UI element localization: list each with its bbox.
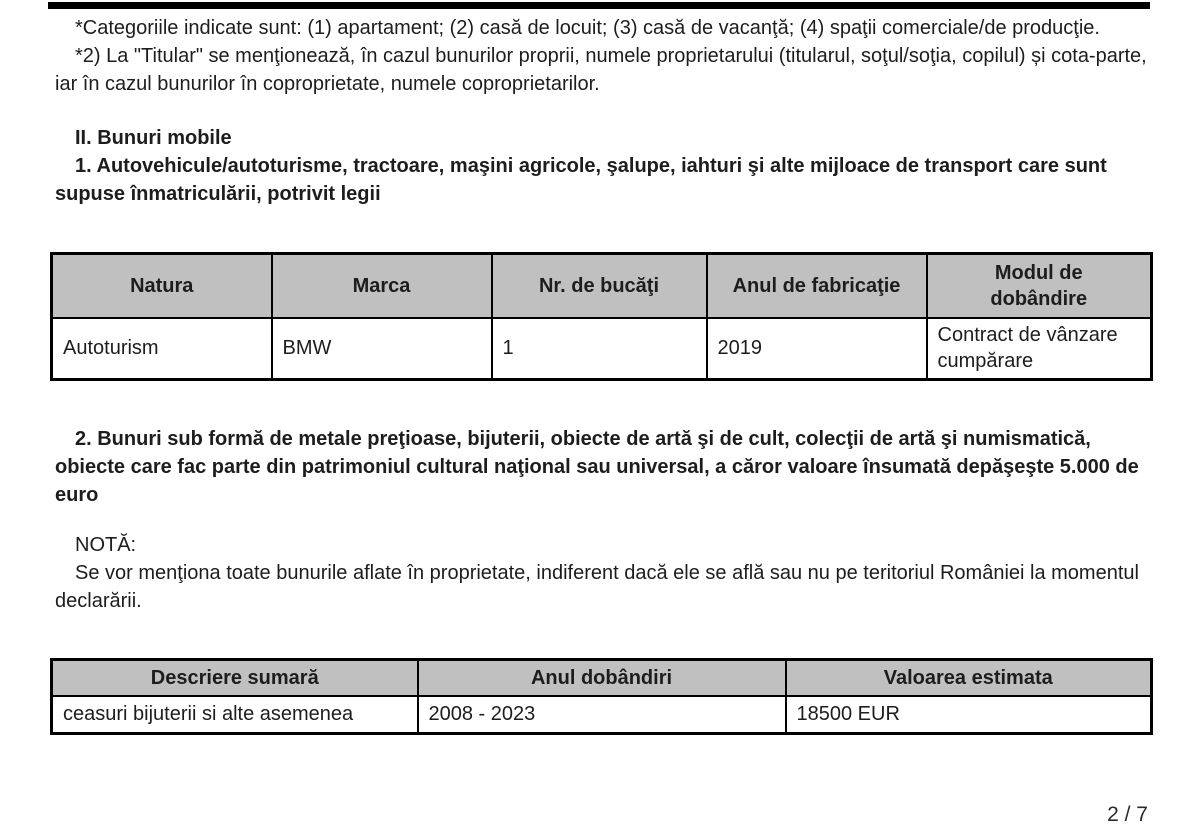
- valuables-section-heading: 2. Bunuri sub formă de metale preţioase, bijuterii, obiecte de artă şi de cult, colecţii de artă şi numismatică, obiecte care fac parte din patrimoniul cultural naţional sau universal, a căror valoare însumată depăşeşte 5.000 de euro: [55, 428, 1139, 506]
- vehicles-col-anul-fabricatie: Anul de fabricaţie: [707, 254, 927, 318]
- vehicle-nr-bucati-cell: 1: [492, 318, 707, 380]
- valuables-col-valoarea: Valoarea estimata: [786, 660, 1152, 696]
- vehicles-col-modul-dobandire: [927, 254, 1152, 318]
- valuables-col-descriere: Descriere sumară: [52, 660, 418, 696]
- previous-table-bottom-rule: [48, 2, 1150, 9]
- valuables-valoarea-cell: 18500 EUR: [786, 696, 1152, 734]
- categories-note: *Categoriile indicate sunt: (1) apartament; (2) casă de locuit; (3) casă de vacanţă; (4) spaţii comerciale/de producţie.: [75, 17, 1100, 39]
- valuables-col-anul-dobandirii: Anul dobândiri: [418, 660, 786, 696]
- valuables-anul-cell: 2008 - 2023: [418, 696, 786, 734]
- vehicles-section-heading: 1. Autovehicule/autoturisme, tractoare, maşini agricole, şalupe, iahturi şi alte mijloace de transport care sunt supuse înmatriculării, potrivit legii: [55, 155, 1107, 205]
- vehicles-table-header-row: [52, 254, 1152, 318]
- vehicle-marca-cell: BMW: [272, 318, 492, 380]
- vehicles-col-natura: Natura: [52, 254, 272, 318]
- nota-label: NOTĂ:: [75, 534, 137, 556]
- nota-text: Se vor menţiona toate bunurile aflate în proprietate, indiferent dacă ele se află sau nu pe teritoriul României la momentul declarării.: [55, 562, 1139, 612]
- vehicles-col-marca: Marca: [272, 254, 492, 318]
- section-title-bunuri-mobile: II. Bunuri mobile: [75, 127, 232, 149]
- page-number: 2 / 7: [1107, 803, 1148, 826]
- vehicle-modul-dobandire-cell: Contract de vânzare cumpărare: [927, 318, 1152, 380]
- vehicles-table-row: [52, 318, 1152, 380]
- vehicles-table: [50, 252, 1153, 381]
- vehicles-col-nr-bucati: Nr. de bucăţi: [492, 254, 707, 318]
- vehicle-anul-fabricatie-cell: 2019: [707, 318, 927, 380]
- vehicle-natura-cell: Autoturism: [52, 318, 272, 380]
- document-content: [55, 14, 1150, 735]
- valuables-descriere-cell: ceasuri bijuterii si alte asemenea: [52, 696, 418, 734]
- titular-note: *2) La "Titular" se menţionează, în cazul bunurilor proprii, numele proprietarului (titularul, soţul/soţia, copilul) și cota-parte, iar în cazul bunurilor în coproprietate, numele coproprietarilor.: [55, 45, 1147, 95]
- vehicles-col-modul-dobandire-label: Modul de dobândire: [990, 261, 1088, 310]
- valuables-table-row: [52, 696, 1152, 734]
- valuables-table-header-row: [52, 660, 1152, 696]
- valuables-table: [50, 658, 1153, 735]
